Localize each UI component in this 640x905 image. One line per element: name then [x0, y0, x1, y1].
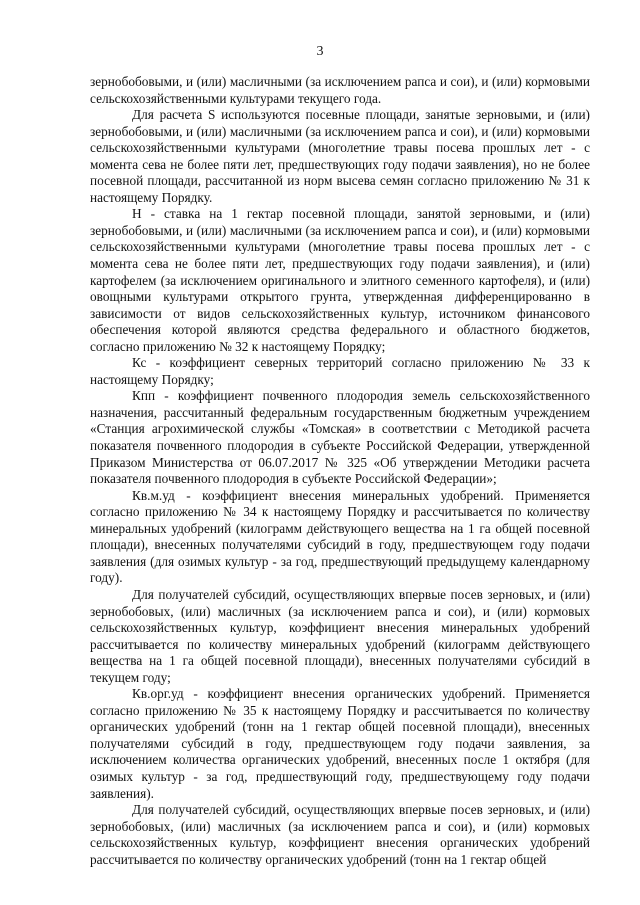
page-number: 3: [316, 44, 324, 59]
paragraph-rate-h: Н - ставка на 1 гектар посевной площади, занятой зерновыми, и (или) зернобобовыми, и (или) масличными (за исключением рапса и сои), и (или) кормовыми сельскохозяйственными культурами (многолетние травы посева прошлых лет - с момента сева не более пяти лет, предшествующих году подачи заявления), и (или) картофелем (за исключением оригинального и элитного семенного картофеля), и (или) овощными культурами открытого грунта, утвержденная дифференцированно в зависимости от видов сельскохозяйственных культур, источником финансового обеспечения которой являются средства федерального и областного бюджетов, согласно приложению № 32 к настоящему Порядку;: [90, 206, 590, 354]
document-body: [90, 74, 590, 868]
paragraph-mineral-first-sowing: Для получателей субсидий, осуществляющих впервые посев зерновых, и (или) зернобобовых, (или) масличных (за исключением рапса и сои), и (или) кормовых сельскохозяйственных культур, коэффициент внесения минеральных удобрений рассчитывается по количеству минеральных удобрений (килограмм действующего вещества на 1 га общей посевной площади), внесенных получателями субсидий в текущем году;: [90, 586, 590, 685]
paragraph-coefficient-kpp: Кпп - коэффициент почвенного плодородия земель сельскохозяйственного назначения, рассчитанный федеральным государственным бюджетным учреждением «Станция агрохимической службы «Томская» в соответствии с Методикой расчета показателя почвенного плодородия в субъекте Российской Федерации, утвержденной Приказом Министерства от 06.07.2017 № 325 «Об утверждении Методики расчета показателя почвенного плодородия в субъекте Российской Федерации»;: [90, 388, 590, 487]
paragraph-coefficient-mineral: Кв.м.уд - коэффициент внесения минеральных удобрений. Применяется согласно приложению № 34 к настоящему Порядку и рассчитывается по количеству минеральных удобрений (килограмм действующего вещества на 1 га общей посевной площади), внесенных получателями субсидий в году, предшествующем году подачи заявления (для озимых культур - за год, предшествующий предыдущему календарному году).: [90, 487, 590, 586]
paragraph-organic-first-sowing: Для получателей субсидий, осуществляющих впервые посев зерновых, и (или) зернобобовых, (или) масличных (за исключением рапса и сои), и (или) кормовых сельскохозяйственных культур, коэффициент внесения органических удобрений рассчитывается по количеству органических удобрений (тонн на 1 гектар общей: [90, 802, 590, 867]
paragraph-s-calculation: Для расчета S используются посевные площади, занятые зерновыми, и (или) зернобобовыми, и (или) масличными (за исключением рапса и сои), и (или) кормовыми сельскохозяйственными культурами (многолетние травы посева прошлых лет - с момента сева не более пяти лет, предшествующих году подачи заявления), но не более посевной площади, рассчитанной из норм высева семян согласно приложению № 31 к настоящему Порядку.: [90, 107, 590, 205]
paragraph-continuation: зернобобовыми, и (или) масличными (за исключением рапса и сои), и (или) кормовыми сельскохозяйственными культурами текущего года.: [90, 74, 590, 106]
paragraph-coefficient-organic: Кв.орг.уд - коэффициент внесения органических удобрений. Применяется согласно приложению № 35 к настоящему Порядку и рассчитывается по количеству органических удобрений (тонн на 1 гектар общей посевной площади), внесенных получателями субсидий в году, предшествующем году подачи заявления, за исключением количества органических удобрений, внесенных после 1 октября (для озимых культур - за год, предшествующий году, предшествующему году подачи заявления).: [90, 686, 590, 801]
paragraph-coefficient-ks: Кс - коэффициент северных территорий согласно приложению № 33 к настоящему Порядку;: [90, 355, 590, 387]
